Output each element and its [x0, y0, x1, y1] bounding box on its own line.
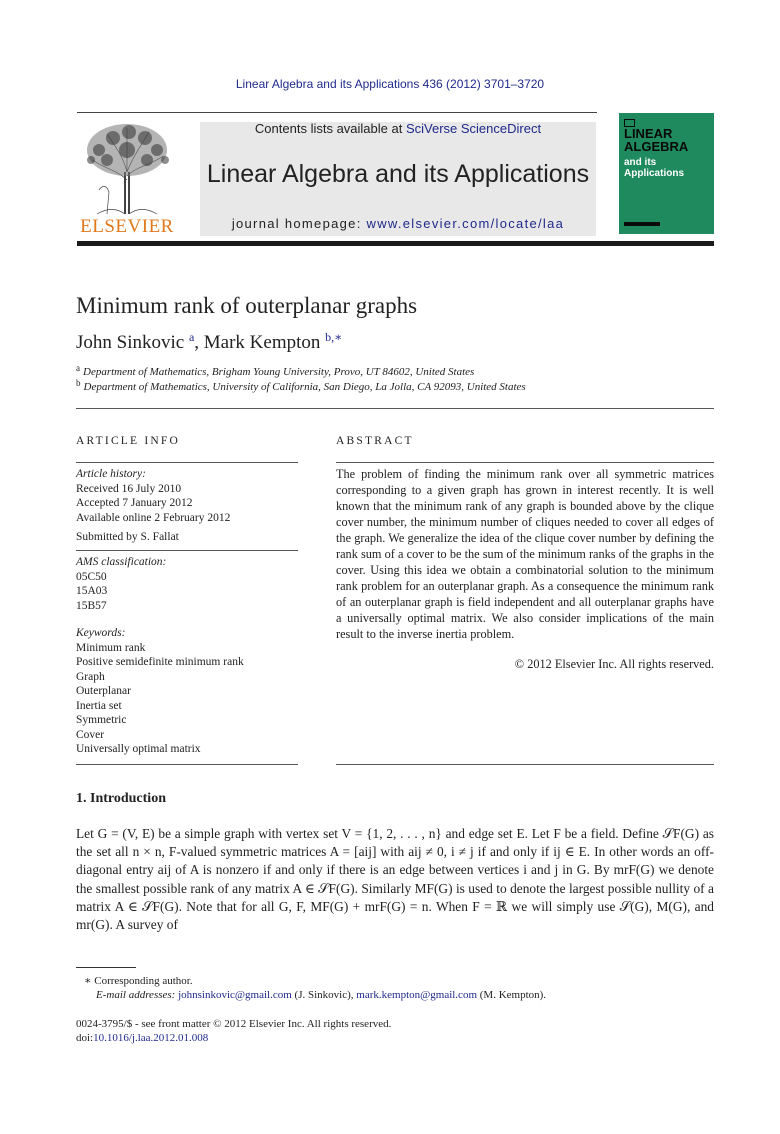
ams-code: 15B57	[76, 599, 107, 612]
ams-code: 15A03	[76, 585, 108, 597]
article-info-heading: ARTICLE INFO	[76, 435, 180, 447]
doi-link[interactable]: 10.1016/j.laa.2012.01.008	[93, 1032, 209, 1044]
cover-subtitle: and its Applications	[624, 157, 685, 179]
affiliation-mark[interactable]: b,∗	[325, 330, 343, 344]
author-list	[76, 330, 342, 354]
ams-code: 05C50	[76, 570, 107, 583]
doi-label: doi:	[76, 1032, 94, 1044]
divider	[336, 462, 714, 463]
email-label: E-mail addresses:	[96, 989, 179, 1001]
article-history	[76, 467, 301, 525]
homepage-link[interactable]: www.elsevier.com/locate/laa	[366, 216, 565, 231]
online-date: Available online 2 February 2012	[76, 511, 231, 524]
keywords-label: Keywords:	[76, 627, 126, 639]
affiliation-mark: a	[76, 363, 80, 373]
corresponding-author-note	[84, 974, 193, 987]
divider	[76, 764, 298, 765]
keyword: Graph	[76, 670, 105, 683]
keyword: Minimum rank	[76, 641, 146, 654]
intro-paragraph: Let G = (V, E) be a simple graph with vertex set V = {1, 2, . . . , n} and edge set E. Let F be a field. Define 𝒮F(G) as the set all n × n, F-valued symmetric matrices A = [aij] with aij ≠ 0, i ≠ j if and only if ij ∈ E. In other words an off-diagonal entry aij of A is nonzero if and only if there is an edge between vertices i and j in G. By mrF(G) we denote the smallest possible rank of any matrix A ∈ 𝒮F(G). Similarly MF(G) is used to denote the largest possible nullity of a matrix A ∈ 𝒮F(G). Note that for all G, F, MF(G) + mrF(G) = n. When F = ℝ we will simply use 𝒮(G), M(G), and mr(G). A survey of	[76, 826, 714, 933]
keyword: Cover	[76, 728, 105, 741]
abstract-heading: ABSTRACT	[336, 435, 414, 447]
email-owner: (M. Kempton).	[477, 989, 547, 1001]
cover-publisher-bar	[624, 222, 660, 226]
contents-prefix: Contents lists available at	[254, 121, 406, 136]
keywords	[76, 626, 301, 757]
journal-cover[interactable]	[619, 113, 714, 234]
affiliation	[76, 378, 526, 393]
homepage-line	[200, 216, 596, 231]
header-thick-rule	[77, 241, 714, 246]
abstract-text: The problem of finding the minimum rank over all symmetric matrices corresponding to a given graph has grown in interest recently. It is well known that the minimum rank of any graph is bounded above by the clique cover number, the minimum number of cliques needed to cover all edges of the graph. We generalize the idea of the clique cover number by defining the rank sum of a cover to be the sum of the minimum ranks of the graphs in the cover. Using this idea we obtain a combinatorial solution to the minimum rank problem for an outerplanar graph. As a consequence the minimum rank of an outerplanar graph is field independent and all outerplanar graphs have a universally optimal matrix. We also consider implications of the main result to the inverse inertia problem.	[336, 467, 714, 641]
doi-line	[76, 1032, 208, 1044]
submitted-by: Submitted by S. Fallat	[76, 531, 179, 543]
publisher-logo	[77, 120, 177, 238]
divider	[76, 462, 298, 463]
affiliation-text: Department of Mathematics, University of California, San Diego, La Jolla, CA 92093, United States	[83, 381, 526, 393]
journal-name: Linear Algebra and its Applications	[206, 160, 590, 188]
sciencedirect-link[interactable]: SciVerse ScienceDirect	[405, 121, 542, 136]
copyright-notice: © 2012 Elsevier Inc. All rights reserved.	[514, 657, 714, 671]
section-heading: 1. Introduction	[76, 791, 166, 806]
author-name: Mark Kempton	[203, 332, 321, 353]
keyword: Symmetric	[76, 714, 127, 726]
email-owner: (J. Sinkovic),	[291, 989, 357, 1001]
received-date: Received 16 July 2010	[76, 482, 182, 495]
footnote-rule	[76, 967, 136, 968]
ams-classification	[76, 555, 301, 613]
divider	[76, 550, 298, 551]
accepted-date: Accepted 7 January 2012	[76, 497, 193, 509]
affiliation-mark: b	[76, 378, 81, 388]
ams-label: AMS classification:	[76, 556, 167, 568]
keyword: Universally optimal matrix	[76, 743, 201, 755]
keyword: Inertia set	[76, 699, 122, 712]
header-top-rule	[77, 112, 597, 113]
contents-line	[200, 121, 596, 136]
elsevier-tree-icon	[77, 120, 177, 216]
history-label: Article history:	[76, 468, 146, 480]
corresponding-label: Corresponding author.	[94, 975, 193, 987]
elsevier-wordmark: ELSEVIER	[80, 216, 174, 237]
keyword: Outerplanar	[76, 685, 131, 697]
affiliation-mark[interactable]: a	[188, 330, 195, 344]
issn-line: 0024-3795/$ - see front matter © 2012 Elsevier Inc. All rights reserved.	[76, 1018, 392, 1030]
divider	[76, 408, 714, 409]
cover-title: LINEAR ALGEBRA	[624, 126, 689, 154]
divider	[336, 764, 714, 765]
keyword: Positive semidefinite minimum rank	[76, 656, 244, 668]
affiliation-text: Department of Mathematics, Brigham Young University, Provo, UT 84602, United States	[83, 366, 475, 378]
affiliation	[76, 363, 474, 378]
journal-citation: Linear Algebra and its Applications 436 (2012) 3701–3720	[235, 77, 545, 91]
author-separator: ,	[194, 332, 204, 353]
email-link[interactable]: mark.kempton@gmail.com	[356, 989, 477, 1001]
homepage-prefix: journal homepage:	[231, 216, 367, 231]
email-link[interactable]: johnsinkovic@gmail.com	[178, 989, 292, 1001]
footnote-star: ∗	[84, 975, 92, 987]
email-note	[96, 989, 546, 1001]
article-title: Minimum rank of outerplanar graphs	[76, 293, 418, 318]
author-name: John Sinkovic	[76, 332, 185, 353]
